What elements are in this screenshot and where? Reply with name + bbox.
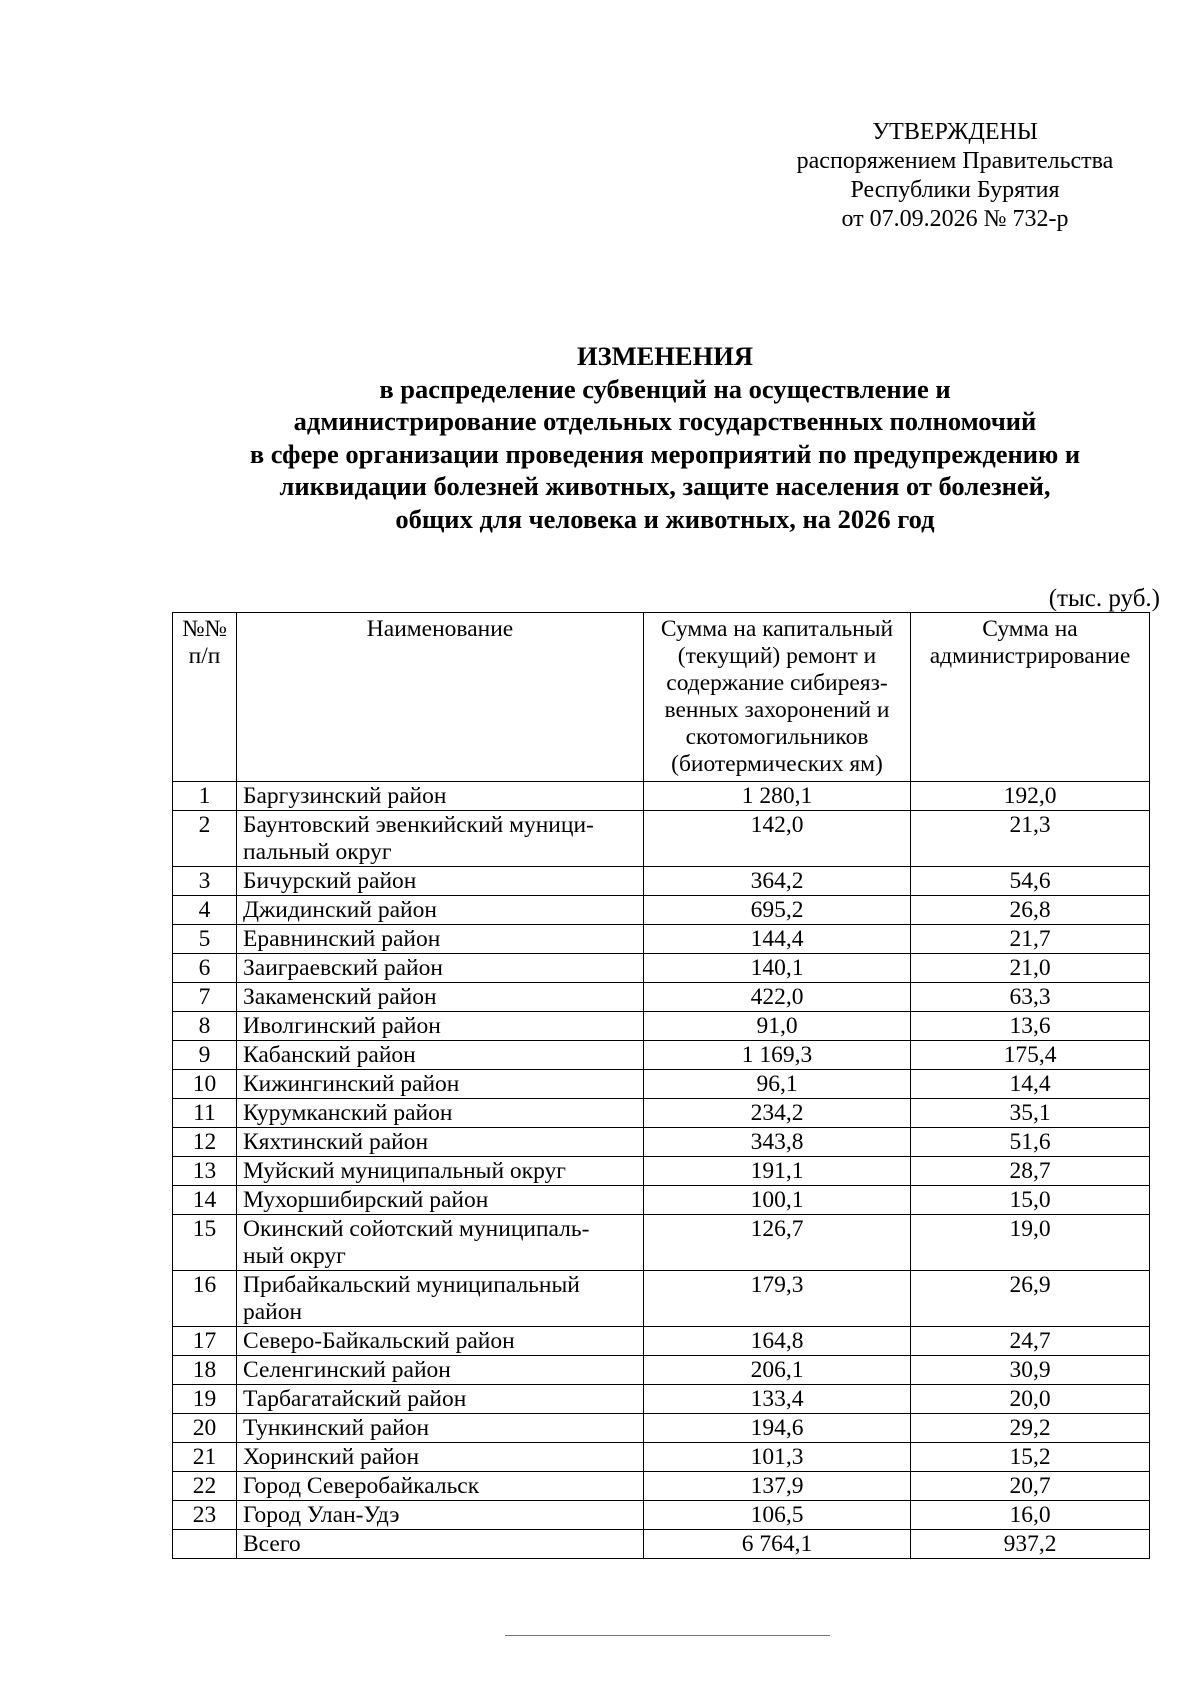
row-admin-sum: 21,3 [911, 811, 1150, 867]
row-repair-sum: 142,0 [644, 811, 911, 867]
row-admin-sum: 192,0 [911, 782, 1150, 811]
row-repair-sum: 164,8 [644, 1327, 911, 1356]
row-repair-sum: 191,1 [644, 1157, 911, 1186]
row-admin-sum: 20,0 [911, 1385, 1150, 1414]
row-admin-sum: 63,3 [911, 983, 1150, 1012]
title-heading: ИЗМЕНЕНИЯ [577, 341, 753, 371]
row-name-line: Закаменский район [243, 984, 437, 1010]
header-admin [911, 613, 1150, 782]
row-name-line: Северо-Байкальский район [243, 1328, 515, 1354]
row-num: 19 [173, 1385, 237, 1414]
approval-stamp [770, 118, 1140, 234]
total-num [173, 1530, 237, 1559]
table-row [173, 1385, 1150, 1414]
row-admin-sum: 175,4 [911, 1041, 1150, 1070]
row-name-line: Тункинский район [243, 1415, 430, 1441]
row-name [237, 1012, 644, 1041]
row-repair-sum: 422,0 [644, 983, 911, 1012]
row-name-line: Кижингинский район [243, 1071, 460, 1097]
row-repair-sum: 695,2 [644, 896, 911, 925]
row-name [237, 1414, 644, 1443]
table-row [173, 954, 1150, 983]
row-repair-sum: 179,3 [644, 1271, 911, 1327]
title-line: в распределение субвенций на осуществление и [379, 373, 951, 404]
row-name [237, 1070, 644, 1099]
row-name-line: Селенгинский район [243, 1357, 451, 1383]
row-num: 2 [173, 811, 237, 867]
row-name-line: Курумканский район [243, 1100, 453, 1126]
row-name [237, 1501, 644, 1530]
row-repair-sum: 234,2 [644, 1099, 911, 1128]
row-num: 13 [173, 1157, 237, 1186]
row-name [237, 1385, 644, 1414]
row-admin-sum: 28,7 [911, 1157, 1150, 1186]
row-name-line: Джидинский район [243, 897, 437, 923]
row-name-line: Прибайкальский муниципальный [243, 1272, 580, 1298]
row-num: 22 [173, 1472, 237, 1501]
header-num [173, 613, 237, 782]
table-row [173, 896, 1150, 925]
table-row [173, 1186, 1150, 1215]
row-name-line: Муйский муниципальный округ [243, 1158, 566, 1184]
row-name [237, 896, 644, 925]
table-body [173, 782, 1150, 1530]
row-repair-sum: 96,1 [644, 1070, 911, 1099]
row-num: 17 [173, 1327, 237, 1356]
row-admin-sum: 54,6 [911, 867, 1150, 896]
header-repair [644, 613, 911, 782]
table-row [173, 1327, 1150, 1356]
row-name-line: Окинский сойотский муниципаль- [243, 1216, 590, 1242]
row-name [237, 1215, 644, 1271]
row-num: 21 [173, 1443, 237, 1472]
table-row [173, 1472, 1150, 1501]
row-repair-sum: 206,1 [644, 1356, 911, 1385]
row-admin-sum: 30,9 [911, 1356, 1150, 1385]
row-num: 11 [173, 1099, 237, 1128]
table-row [173, 1012, 1150, 1041]
total-admin: 937,2 [911, 1530, 1150, 1559]
table-row [173, 1215, 1150, 1271]
row-admin-sum: 51,6 [911, 1128, 1150, 1157]
row-name [237, 954, 644, 983]
row-name [237, 782, 644, 811]
units-label: (тыс. руб.) [1048, 585, 1160, 612]
header-admin-line: Сумма на [982, 616, 1078, 642]
row-name-line: Заиграевский район [243, 955, 443, 981]
row-repair-sum: 106,5 [644, 1501, 911, 1530]
row-repair-sum: 100,1 [644, 1186, 911, 1215]
row-admin-sum: 20,7 [911, 1472, 1150, 1501]
row-name [237, 1157, 644, 1186]
row-num: 6 [173, 954, 237, 983]
row-num: 10 [173, 1070, 237, 1099]
row-repair-sum: 194,6 [644, 1414, 911, 1443]
row-admin-sum: 26,9 [911, 1271, 1150, 1327]
row-admin-sum: 26,8 [911, 896, 1150, 925]
approval-line: Республики Бурятия [850, 177, 1060, 203]
row-repair-sum: 137,9 [644, 1472, 911, 1501]
row-admin-sum: 35,1 [911, 1099, 1150, 1128]
row-num: 4 [173, 896, 237, 925]
row-repair-sum: 144,4 [644, 925, 911, 954]
table-row [173, 1041, 1150, 1070]
row-name-line: Тарбагатайский район [243, 1386, 467, 1412]
subvention-table [172, 612, 1150, 1559]
row-admin-sum: 21,0 [911, 954, 1150, 983]
row-repair-sum: 101,3 [644, 1443, 911, 1472]
row-num: 5 [173, 925, 237, 954]
table-row [173, 1099, 1150, 1128]
row-name [237, 1099, 644, 1128]
document-title [170, 340, 1160, 535]
row-name [237, 811, 644, 867]
row-admin-sum: 15,0 [911, 1186, 1150, 1215]
approval-line: от 07.09.2026 № 732-р [841, 206, 1069, 232]
approval-line: распоряжением Правительства [796, 148, 1114, 174]
table-row [173, 1271, 1150, 1327]
row-admin-sum: 24,7 [911, 1327, 1150, 1356]
table-row [173, 925, 1150, 954]
row-name-line: Хоринский район [243, 1444, 420, 1470]
row-repair-sum: 343,8 [644, 1128, 911, 1157]
table-row [173, 1414, 1150, 1443]
header-name: Наименование [237, 613, 644, 782]
row-name [237, 1041, 644, 1070]
header-repair-line: (текущий) ремонт и [677, 643, 877, 669]
row-name [237, 1472, 644, 1501]
row-num: 14 [173, 1186, 237, 1215]
table-row [173, 1128, 1150, 1157]
table-row [173, 983, 1150, 1012]
row-name [237, 1186, 644, 1215]
header-num-line: п/п [188, 643, 221, 669]
total-repair: 6 764,1 [644, 1530, 911, 1559]
row-name [237, 1356, 644, 1385]
row-num: 23 [173, 1501, 237, 1530]
title-line: в сфере организации проведения мероприятий по предупреждению и [249, 438, 1081, 469]
table-total-row [173, 1530, 1150, 1559]
row-num: 3 [173, 867, 237, 896]
header-admin-line: администрирование [929, 643, 1131, 669]
table-row [173, 1356, 1150, 1385]
row-name [237, 1443, 644, 1472]
row-name [237, 867, 644, 896]
title-line: ликвидации болезней животных, защите населения от болезней, [279, 471, 1051, 501]
table-row [173, 1157, 1150, 1186]
title-line: администрирование отдельных государственных полномочий [293, 406, 1037, 436]
row-name-line: Кабанский район [243, 1042, 416, 1068]
table-row [173, 1443, 1150, 1472]
row-num: 1 [173, 782, 237, 811]
table-header-row [173, 613, 1150, 782]
row-admin-sum: 15,2 [911, 1443, 1150, 1472]
row-name-line: Баргузинский район [243, 783, 447, 809]
row-admin-sum: 13,6 [911, 1012, 1150, 1041]
row-admin-sum: 14,4 [911, 1070, 1150, 1099]
row-admin-sum: 19,0 [911, 1215, 1150, 1271]
approval-line: УТВЕРЖДЕНЫ [872, 119, 1038, 145]
header-num-line: №№ [182, 616, 227, 642]
row-admin-sum: 16,0 [911, 1501, 1150, 1530]
row-name [237, 1327, 644, 1356]
row-repair-sum: 140,1 [644, 954, 911, 983]
table-row [173, 867, 1150, 896]
footer-divider [505, 1635, 830, 1636]
row-name-line: Еравнинский район [243, 926, 441, 952]
row-admin-sum: 29,2 [911, 1414, 1150, 1443]
header-repair-line: Сумма на капитальный [660, 616, 894, 642]
row-name [237, 1128, 644, 1157]
row-num: 9 [173, 1041, 237, 1070]
row-num: 15 [173, 1215, 237, 1271]
row-name-line: ный округ [243, 1243, 346, 1269]
table-row [173, 811, 1150, 867]
row-name-line: Город Северобайкальск [243, 1473, 480, 1499]
row-name-line: Баунтовский эвенкийский муници- [243, 812, 594, 838]
row-admin-sum: 21,7 [911, 925, 1150, 954]
row-name-line: Иволгинский район [243, 1013, 441, 1039]
table-row [173, 782, 1150, 811]
row-num: 8 [173, 1012, 237, 1041]
row-name [237, 983, 644, 1012]
header-repair-line: (биотермических ям) [671, 751, 883, 777]
row-repair-sum: 91,0 [644, 1012, 911, 1041]
row-name-line: Кяхтинский район [243, 1129, 429, 1155]
header-repair-line: скотомогильников [685, 724, 869, 750]
row-name-line: Мухоршибирский район [243, 1187, 489, 1213]
row-num: 16 [173, 1271, 237, 1327]
row-num: 12 [173, 1128, 237, 1157]
row-name-line: пальный округ [243, 839, 392, 865]
header-repair-line: содержание сибиреяз- [666, 670, 888, 696]
row-repair-sum: 1 169,3 [644, 1041, 911, 1070]
total-label: Всего [237, 1530, 644, 1559]
table-row [173, 1070, 1150, 1099]
table-row [173, 1501, 1150, 1530]
row-num: 20 [173, 1414, 237, 1443]
row-num: 18 [173, 1356, 237, 1385]
row-name-line: район [243, 1299, 303, 1325]
row-name [237, 1271, 644, 1327]
row-repair-sum: 126,7 [644, 1215, 911, 1271]
header-repair-line: венных захоронений и [664, 697, 890, 723]
row-name-line: Бичурский район [243, 868, 417, 894]
row-repair-sum: 1 280,1 [644, 782, 911, 811]
row-name-line: Город Улан-Удэ [243, 1502, 400, 1528]
row-repair-sum: 364,2 [644, 867, 911, 896]
row-num: 7 [173, 983, 237, 1012]
title-line: общих для человека и животных, на 2026 год [395, 503, 935, 534]
row-repair-sum: 133,4 [644, 1385, 911, 1414]
row-name [237, 925, 644, 954]
